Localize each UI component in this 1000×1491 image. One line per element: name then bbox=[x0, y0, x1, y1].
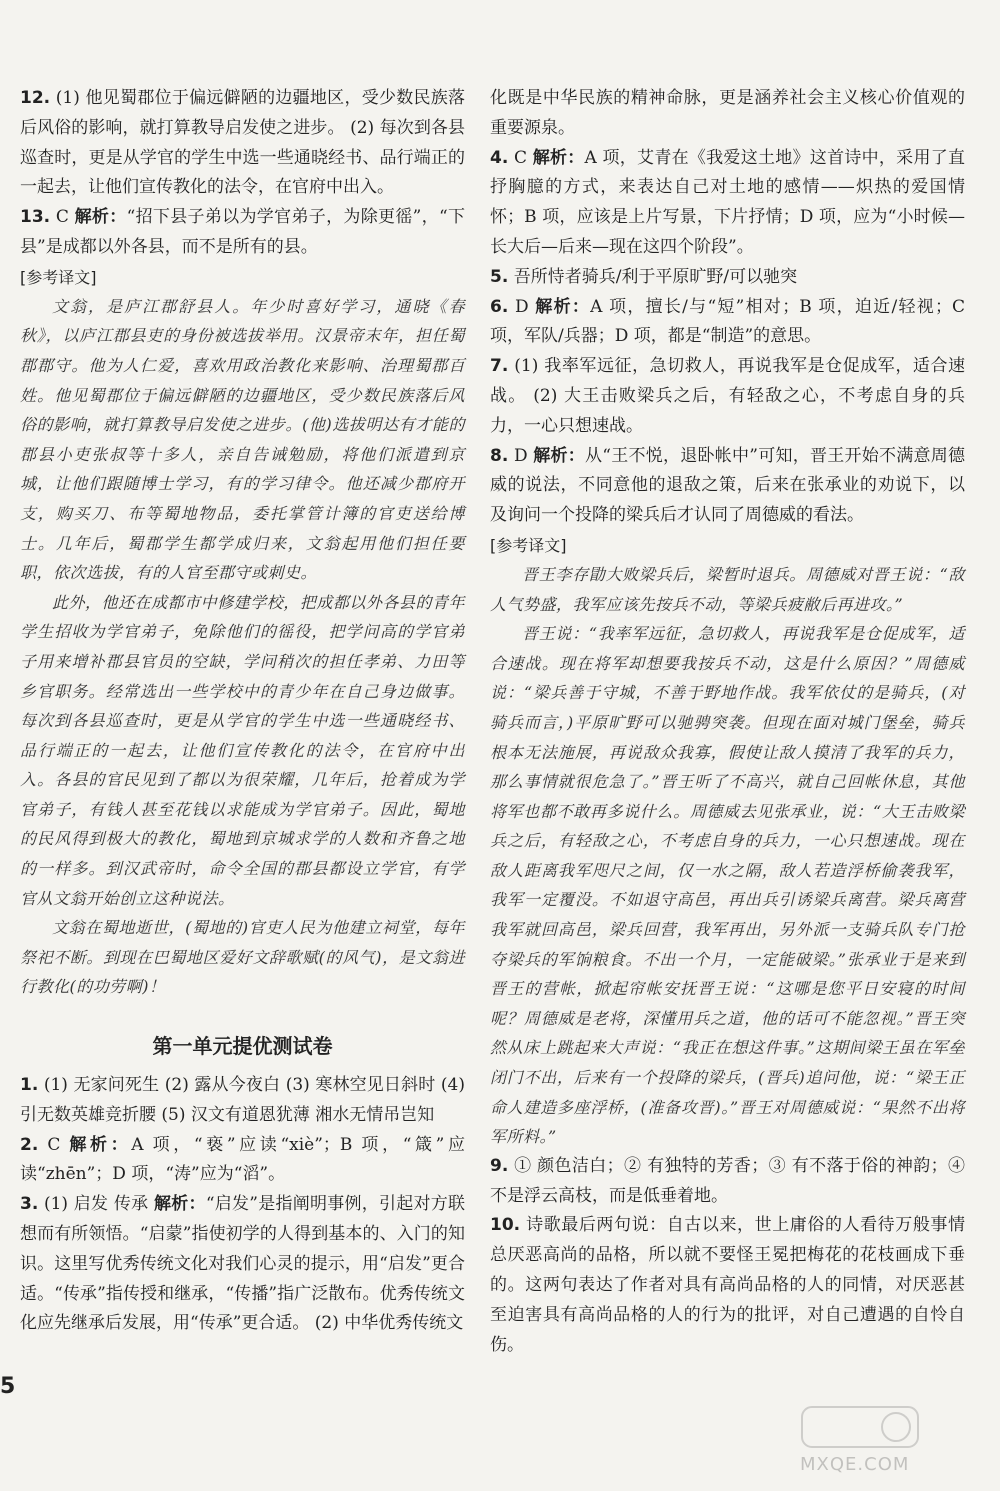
reference-translation-label: [参考译文] bbox=[490, 535, 567, 555]
answer-number: 8. bbox=[490, 445, 509, 466]
answer-text: 吾所恃者骑兵/利于平原旷野/可以驰突 bbox=[513, 266, 798, 287]
answer-4 bbox=[490, 144, 965, 263]
answer-number: 13. bbox=[20, 207, 51, 228]
analysis-label: 解析： bbox=[69, 1134, 132, 1155]
answer-choice: D bbox=[514, 296, 536, 317]
answer-number: 2. bbox=[20, 1134, 39, 1155]
answer-number: 12. bbox=[20, 88, 51, 108]
analysis-text: “启发”是指阐明事例，引起对方联想而有所领悟。“启蒙”指使初学的人得到基本的、入门的知识。这里写优秀传统文化对我们心灵的提示，用“启发”更合适。“传承”指传授和继承，“传播”指广泛散布。优秀传统文化应先继承后发展，用“传承”更合适。 (2) 中华优秀传统文 bbox=[20, 1194, 466, 1334]
analysis-text: “招下县子弟以为学官弟子，为除更徭”，“下县”是成都以外各县，而不是所有的县。 bbox=[20, 207, 466, 257]
answer-13 bbox=[20, 203, 465, 263]
answer-choice: D bbox=[513, 445, 534, 466]
reference-translation-label: [参考译文] bbox=[20, 267, 97, 287]
answer-choice: (1) 启发 传承 bbox=[43, 1194, 155, 1215]
watermark-logo bbox=[800, 1405, 970, 1475]
answer-number: 3. bbox=[20, 1194, 39, 1215]
answer-5 bbox=[490, 263, 965, 293]
answer-6 bbox=[490, 293, 965, 353]
answer-number: 10. bbox=[490, 1215, 521, 1236]
right-column bbox=[490, 84, 965, 1360]
analysis-text: 从“王不悦，退卧帐中”可知，晋王开始不满意周德威的说法，不同意他的退敌之策，后来在张承业的劝说下，以及询问一个投降的梁兵后才认同了周德威的看法。 bbox=[490, 445, 966, 526]
watermark-badge-icon bbox=[800, 1405, 920, 1449]
answer-9 bbox=[490, 1152, 965, 1212]
translation-paragraph: 此外，他还在成都市中修建学校，把成都以外各县的青年学生招收为学官弟子，免除他们的徭役，把学问高的学官弟子用来增补郡县官员的空缺，学问稍次的担任孝弟、力田等乡官职务。经常选出一些学校中的青少年在自己身边做事。每次到各县巡查时，更是从学官的学生中选一些通晓经书、品行端正的一起去，让他们宣传教化的法令，在官府中出入。各县的官民见到了都以为很荣耀，几年后，抢着成为学官弟子，有钱人甚至花钱以求能成为学官弟子。因此，蜀地的民风得到极大的教化，蜀地到京城求学的人数和齐鲁之地的一样多。到汉武帝时，命令全国的郡县都设立学官，有学官从文翁开始创立这种说法。 bbox=[20, 592, 465, 908]
answer-text: (1) 无家问死生 (2) 露从今夜白 (3) 寒林空见日斜时 (4) 引无数英雄竞折腰 (5) 汉文有道恩犹薄 湘水无情吊岂知 bbox=[20, 1075, 466, 1125]
analysis-label: 解析： bbox=[74, 207, 127, 228]
answer-number: 7. bbox=[490, 356, 509, 377]
page-number: 5 bbox=[0, 1374, 16, 1399]
analysis-label: 解析： bbox=[535, 296, 591, 317]
answer-number: 5. bbox=[490, 266, 509, 287]
left-column bbox=[20, 84, 465, 1339]
analysis-label: 解析： bbox=[154, 1194, 206, 1215]
answer-number: 6. bbox=[490, 296, 509, 317]
answer-3-continued: 化既是中华民族的精神命脉，更是涵养社会主义核心价值观的重要源泉。 bbox=[490, 88, 965, 138]
answer-text: 诗歌最后两句说：自古以来，世上庸俗的人看待万般事情总厌恶高尚的品格，所以就不要怪王冕把梅花的花枝画成下垂的。这两句表达了作者对具有高尚品格的人的同情，对厌恶甚至迫害具有高尚品格的人的行为的批评，对自己遭遇的自怜自伤。 bbox=[490, 1215, 965, 1355]
translation-paragraph: 晋王说：“我率军远征，急切救人，再说我军是仓促成军，适合速战。现在将军却想要我按兵不动，这是什么原因？”周德威说：“梁兵善于守城，不善于野地作战。我军依仗的是骑兵，(对骑兵而言，)平原旷野可以驰骋突袭。但现在面对城门堡垒，骑兵根本无法施展，再说敌众我寡，假使让敌人摸清了我军的兵力，那么事情就很危急了。”晋王听了不高兴，就自己回帐休息，其他将军也都不敢再多说什么。周德威去见张承业，说：“大王击败梁兵之后，有轻敌之心，不考虑自身的兵力，一心只想速战。现在敌人距离我军咫尺之间，仅一水之隔，敌人若造浮桥偷袭我军，我军一定覆没。不如退守高邑，再出兵引诱梁兵离营。梁兵离营我军就回高邑，梁兵回营，我军再出，另外派一支骑兵队专门抢夺梁兵的军饷粮食。不出一个月，一定能破梁。”张承业于是来到晋王的营帐，掀起帘帐安抚晋王说：“这哪是您平日安寝的时间呢？周德威是老将，深懂用兵之道，他的话可不能忽视。”晋王突然从床上跳起来大声说：“我正在想这件事。”这期间梁王虽在军垒闭门不出，后来有一个投降的梁兵，(晋兵)追问他，说：“梁王正命人建造多座浮桥，(准备攻晋)。”晋王对周德威说：“果然不出将军所料。” bbox=[490, 624, 965, 1147]
watermark-text: MXQE.COM bbox=[800, 1454, 910, 1475]
analysis-label: 解析： bbox=[533, 445, 586, 466]
answer-text: (1) 他见蜀郡位于偏远僻陋的边疆地区，受少数民族落后风俗的影响，就打算教导启发使之进步。 (2) 每次到各县巡查时，更是从学官的学生中选一些通晓经书、品行端正的一起去，让他们宣传教化的法令，在官府中出入。 bbox=[20, 88, 466, 198]
translation-paragraph: 文翁在蜀地逝世，(蜀地的)官吏人民为他建立祠堂，每年祭祀不断。到现在巴蜀地区爱好文辞歌赋(的风气)，是文翁进行教化(的功劳啊)！ bbox=[20, 918, 465, 997]
answer-number: 1. bbox=[20, 1075, 39, 1096]
answer-number: 9. bbox=[490, 1155, 509, 1176]
answer-text: (1) 我率军远征，急切救人，再说我军是仓促成军，适合速战。 (2) 大王击败梁兵之后，有轻敌之心，不考虑自身的兵力，一心只想速战。 bbox=[490, 356, 966, 436]
answer-2 bbox=[20, 1131, 465, 1191]
answer-8 bbox=[490, 442, 965, 531]
translation-paragraph: 晋王李存勖大败梁兵后，梁暂时退兵。周德威对晋王说：“敌人气势盛，我军应该先按兵不动，等梁兵疲敝后再进攻。” bbox=[490, 564, 965, 614]
analysis-label: 解析： bbox=[532, 147, 585, 168]
answer-12 bbox=[20, 84, 465, 203]
answer-number: 4. bbox=[490, 147, 509, 168]
answer-choice: C bbox=[47, 1134, 70, 1155]
analysis-text: A 项，擅长/与“短”相对；B 项，迫近/轻视；C 项，军队/兵器；D 项，都是“制造”的意思。 bbox=[490, 296, 966, 347]
answer-choice: C bbox=[513, 147, 533, 168]
answer-text: ① 颜色洁白；② 有独特的芳香；③ 有不落于俗的神韵；④ 不是浮云高枝，而是低垂着地。 bbox=[490, 1155, 965, 1206]
answer-1 bbox=[20, 1071, 465, 1131]
analysis-text: A 项，艾青在《我爱这土地》这首诗中，采用了直抒胸臆的方式，来表达自己对土地的感情——炽热的爱国情怀；B 项，应该是上片写景，下片抒情；D 项，应为“小时候—长大后—后来—现在这四个阶段”。 bbox=[490, 147, 966, 257]
translation-paragraph: 文翁，是庐江郡舒县人。年少时喜好学习，通晓《春秋》，以庐江郡县吏的身份被选拔举用。汉景帝末年，担任蜀郡郡守。他为人仁爱，喜欢用政治教化来影响、治理蜀郡百姓。他见蜀郡位于偏远僻陋的边疆地区，受少数民族落后风俗的影响，就打算教导启发使之进步。(他)选拔明达有才能的郡县小吏张叔等十多人，亲自告诫勉励，将他们派遣到京城，让他们跟随博士学习，有的学习律令。他还减少郡府开支，购买刀、布等蜀地物品，委托掌管计簿的官吏送给博士。几年后，蜀郡学生都学成归来，文翁起用他们担任要职，依次选拔，有的人官至郡守或刺史。 bbox=[20, 296, 465, 583]
answer-3 bbox=[20, 1190, 465, 1339]
answer-10 bbox=[490, 1211, 965, 1360]
answer-7 bbox=[490, 352, 965, 441]
unit-test-title: 第一单元提优测试卷 bbox=[152, 1034, 333, 1059]
answer-choice: C bbox=[55, 207, 75, 228]
analysis-text: A 项，“亵”应读“xiè”；B 项，“箴”应读“zhēn”；D 项，“涛”应为“滔”。 bbox=[20, 1134, 465, 1185]
